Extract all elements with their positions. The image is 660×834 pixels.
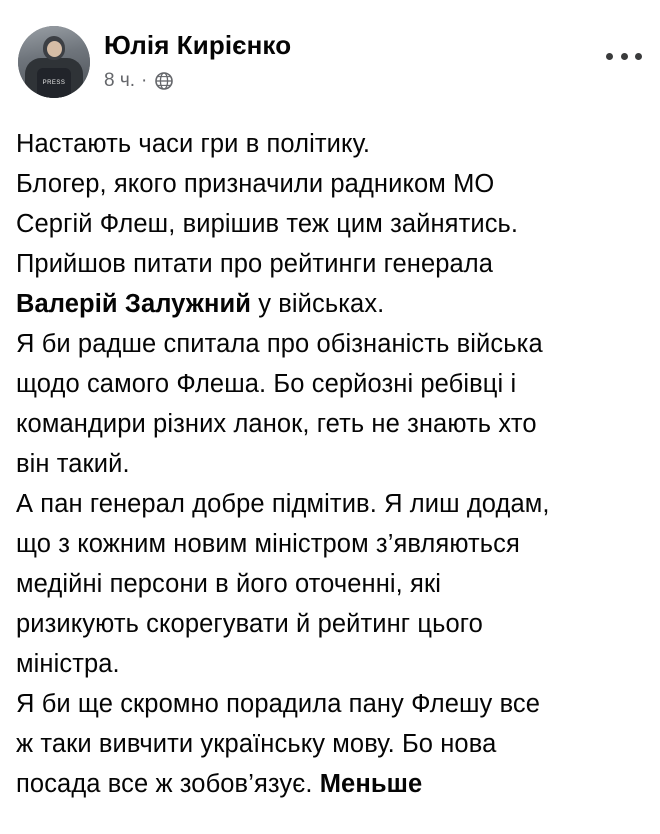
post-line: [16, 164, 644, 204]
globe-icon[interactable]: [155, 72, 173, 90]
post-line-bold: Валерій Залужний: [16, 290, 252, 318]
post-line-text: командири різних ланок, геть не знають хто: [16, 410, 537, 438]
post-line: [16, 524, 644, 564]
post-line-text: Я би ще скромно порадила пану Флешу все: [16, 690, 541, 718]
post-line-text: Прийшов питати про рейтинги генерала: [16, 250, 494, 278]
post-line-text: Блогер, якого призначили радником МО: [16, 170, 495, 198]
ellipsis-icon: [635, 53, 642, 60]
post-line-text: міністра.: [16, 650, 120, 678]
post-line-text: ризикують скорегувати й рейтинг цього: [16, 610, 483, 638]
post-timestamp[interactable]: 8 ч.: [104, 70, 136, 91]
post-line: [16, 244, 644, 284]
post-line-text: ж таки вивчити українську мову. Бо нова: [16, 730, 497, 758]
post-line-text: медійні персони в його оточенні, які: [16, 570, 441, 598]
ellipsis-icon: [606, 53, 613, 60]
post-text: [0, 98, 660, 804]
avatar-press-label: PRESS: [42, 80, 66, 86]
author-name[interactable]: Юлія Кирієнко: [104, 30, 292, 60]
post-line-text: він такий.: [16, 450, 130, 478]
post-line: [16, 684, 644, 724]
post-meta: [104, 70, 642, 92]
post-line: [16, 364, 644, 404]
post-line: [16, 604, 644, 644]
post-line-text: що з кожним новим міністром з’являються: [16, 530, 520, 558]
post-line: [16, 204, 644, 244]
ellipsis-icon: [621, 53, 628, 60]
post-line-text: Сергій Флеш, вирішив теж цим зайнятись.: [16, 210, 519, 238]
avatar-face: [47, 41, 62, 57]
post-line-text: А пан генерал добре підмітив. Я лиш додам,: [16, 490, 550, 518]
post-line: [16, 404, 644, 444]
post-line: [16, 324, 644, 364]
post-line: [16, 484, 644, 524]
post-line: [16, 284, 644, 324]
post-line: [16, 444, 644, 484]
post-header: [0, 0, 660, 98]
post-header-text: [104, 26, 642, 92]
post-line-text: Я би радше спитала про обізнаність війська: [16, 330, 543, 358]
post-line-text: щодо самого Флеша. Бо серйозні ребівці і: [16, 370, 517, 398]
avatar[interactable]: [18, 26, 90, 98]
post-line-text: посада все ж зобов’язує.: [16, 770, 320, 798]
post-line: [16, 724, 644, 764]
post-line: [16, 124, 644, 164]
post-line-text: у військах.: [251, 290, 385, 318]
meta-separator: ·: [141, 70, 148, 91]
post-line: [16, 644, 644, 684]
post-line: [16, 564, 644, 604]
more-options-button[interactable]: [606, 46, 642, 66]
post-line-bold: Меньше: [319, 770, 423, 798]
post-line-text: Настають часи гри в політику.: [16, 130, 371, 158]
post-line: [16, 764, 644, 804]
